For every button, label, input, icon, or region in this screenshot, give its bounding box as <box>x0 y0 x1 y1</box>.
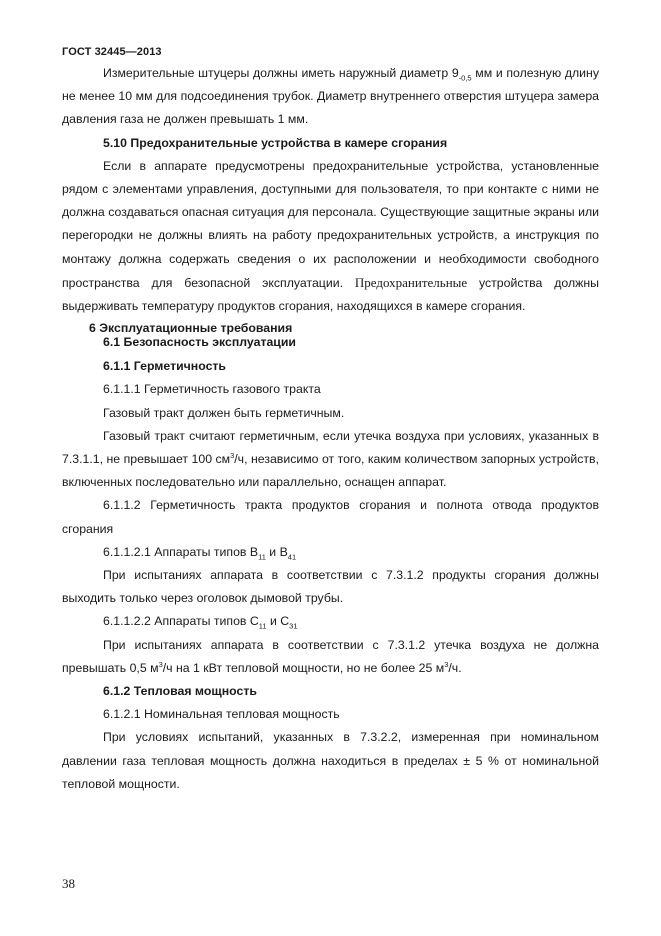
paragraph-power: При условиях испытаний, указанных в 7.3.2.2, измеренная при номинальном давлении газа тепловая мощность должна находиться в пределах ± 5 % от номинальной тепловой мощности. <box>62 730 599 791</box>
text-run: /ч, независимо от того, каким количеством запорных устройств, включенных последовательно или параллельно, оснащен аппарат. <box>62 452 599 490</box>
text-run: /ч. <box>448 660 462 675</box>
text-run: При испытаниях аппарата в соответствии с 7.3.1.2 утечка воздуха не должна превышать 0,5 м <box>62 637 599 675</box>
paragraph-6-1-1-1: 6.1.1.1 Герметичность газового тракта <box>103 382 321 397</box>
text-run-serif: Предохранительные <box>354 274 468 290</box>
text-run: Измерительные штуцеры должны иметь наружный диаметр 9 <box>103 66 459 80</box>
paragraph-6-1-1-2-1 <box>62 541 599 564</box>
superscript: 3 <box>158 659 163 669</box>
page-content <box>62 62 599 796</box>
text-run: устройства должны выдерживать температуру продуктов сгорания, находящихся в камере сгорания. <box>62 275 599 314</box>
subscript: 11 <box>258 552 266 562</box>
heading-6-1: 6.1 Безопасность эксплуатации <box>103 335 296 350</box>
text-run: /ч на 1 кВт тепловой мощности, но не более 25 м <box>162 660 445 675</box>
superscript: 3 <box>444 659 449 669</box>
subscript: 11 <box>258 621 267 631</box>
text-run: 6.1.1.2.2 Аппараты типов C <box>103 614 259 629</box>
paragraph-fittings <box>62 62 599 132</box>
text-run: и B <box>265 544 288 559</box>
text-run: и C <box>266 614 290 629</box>
heading-6-1-2: 6.1.2 Тепловая мощность <box>103 684 257 699</box>
paragraph-c-types <box>62 634 599 680</box>
text-run: Газовый тракт считают герметичным, если утечка воздуха при условиях, указанных в 7.3.1.1, не превышает 100 см <box>62 428 599 467</box>
paragraph-6-1-1-2-2 <box>62 610 599 633</box>
paragraph-6-1-2-1: 6.1.2.1 Номинальная тепловая мощность <box>103 707 340 722</box>
text-run: мм и полезную длину не менее 10 мм для подсоединения трубок. Диаметр внутреннего отверстия штуцера замера давления газа не должен превышать 1 мм. <box>62 66 599 127</box>
heading-6: 6 Эксплуатационные требования <box>89 321 293 336</box>
paragraph-b-types: При испытаниях аппарата в соответствии с 7.3.1.2 продукты сгорания должны выходить только через оголовок дымовой трубы. <box>62 568 599 606</box>
paragraph-gas-leak <box>62 425 599 495</box>
superscript: 3 <box>230 450 235 460</box>
paragraph-safety-devices <box>62 155 599 318</box>
paragraph-gas-tight: Газовый тракт должен быть герметичным. <box>103 405 345 420</box>
heading-5-10: 5.10 Предохранительные устройства в камере сгорания <box>103 135 448 150</box>
page-number: 38 <box>62 876 75 891</box>
text-run: 6.1.1.2.1 Аппараты типов B <box>103 544 259 559</box>
document-header: ГОСТ 32445—2013 <box>62 46 162 58</box>
heading-6-1-1: 6.1.1 Герметичность <box>103 359 226 374</box>
subscript: 31 <box>289 621 298 631</box>
paragraph-6-1-1-2: 6.1.1.2 Герметичность тракта продуктов сгорания и полнота отвода продуктов сгорания <box>62 498 599 536</box>
subscript: -0,5 <box>458 73 472 83</box>
subscript: 41 <box>287 552 297 562</box>
text-run: Если в аппарате предусмотрены предохранительные устройства, установленные рядом с элементами управления, доступными для пользователя, то при контакте с ними не должна создаваться опасная ситуация для персонала. Существующие защитные экраны или перегородки не должны влиять на работу предохранительных устройств, а инструкция по монтажу должна содержать сведения о их расположении и необходимости свободного пространства для безопасной эксплуатации. <box>62 158 599 290</box>
